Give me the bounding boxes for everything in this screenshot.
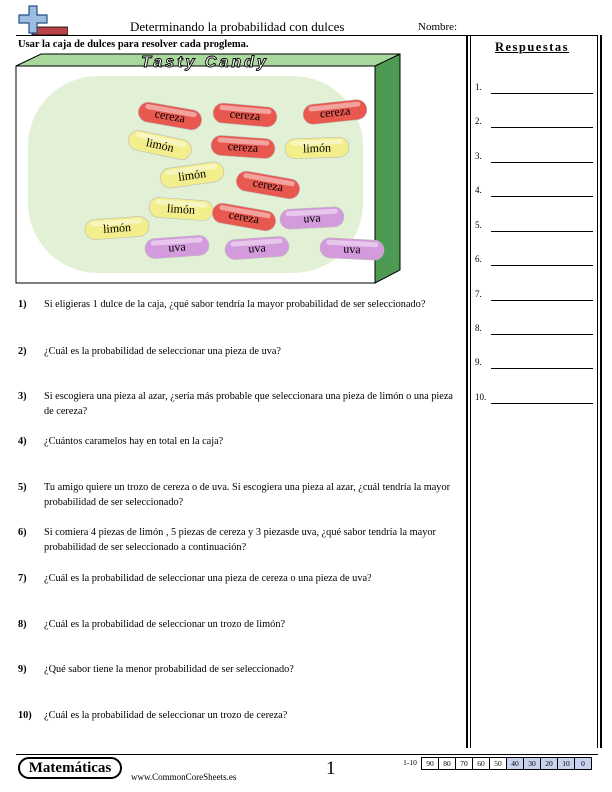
answers-title: Respuestas <box>494 40 570 54</box>
question-text: ¿Qué sabor tiene la menor probabilidad de ser seleccionado? <box>44 664 294 675</box>
question-number: 1) <box>18 299 27 310</box>
answer-line[interactable] <box>475 80 593 94</box>
page-number: 1 <box>326 758 336 779</box>
score-table <box>398 757 592 770</box>
candy-label: cereza <box>227 207 261 227</box>
answer-line[interactable] <box>475 114 593 128</box>
candy-uva <box>224 236 289 260</box>
score-cell: 80 <box>438 757 456 770</box>
answer-line[interactable] <box>475 149 593 163</box>
question-number: 5) <box>18 482 27 493</box>
question-number: 10) <box>18 710 32 721</box>
candy-limon <box>84 216 149 240</box>
question-text: Si escogiera una pieza al azar, ¿sería más probable que seleccionara una pieza de limón o una pieza de cereza? <box>44 391 453 417</box>
website-link[interactable]: www.CommonCoreSheets.es <box>131 772 237 782</box>
answer-blank <box>491 300 593 301</box>
score-cell: 40 <box>506 757 524 770</box>
subject-badge: Matemáticas <box>18 757 122 779</box>
question-number: 9) <box>18 664 27 675</box>
question-text: ¿Cuál es la probabilidad de seleccionar una pieza de cereza o una pieza de uva? <box>44 573 372 584</box>
question-number: 6) <box>18 527 27 538</box>
score-label: 1-10 <box>403 758 417 767</box>
score-cell: 50 <box>489 757 507 770</box>
candy-brand-label: Tasty Candy <box>141 54 269 71</box>
score-cell: 70 <box>455 757 473 770</box>
answer-number: 2. <box>475 116 482 126</box>
candy-label: cereza <box>251 175 285 195</box>
score-cell: 10 <box>557 757 575 770</box>
answer-blank <box>491 334 593 335</box>
answer-line[interactable] <box>475 355 593 369</box>
answer-line[interactable] <box>475 321 593 335</box>
answer-blank <box>491 196 593 197</box>
answer-number: 6. <box>475 254 482 264</box>
answer-number: 3. <box>475 151 482 161</box>
candy-limon <box>148 197 213 221</box>
question-number: 2) <box>18 346 27 357</box>
candy-label: cereza <box>227 138 259 156</box>
candy-uva <box>280 206 345 229</box>
question-text: ¿Cuántos caramelos hay en total en la caja? <box>44 436 224 447</box>
answer-blank <box>491 162 593 163</box>
answer-blank <box>491 368 593 369</box>
candy-cereza <box>210 135 275 159</box>
candy-label: cereza <box>153 106 187 126</box>
answer-line[interactable] <box>475 390 593 404</box>
answer-blank <box>491 93 593 94</box>
instructions: Usar la caja de dulces para resolver cada proglema. <box>18 39 249 50</box>
answer-number: 9. <box>475 357 482 367</box>
name-label: Nombre: <box>418 21 458 33</box>
answer-number: 4. <box>475 185 482 195</box>
question-text: Si comiera 4 piezas de limón , 5 piezas de cereza y 3 piezasde uva, ¿qué sabor tendría la mayor probabilidad de ser seleccionado a continuación? <box>44 527 436 553</box>
question-number: 8) <box>18 619 27 630</box>
question-text: ¿Cuál es la probabilidad de seleccionar un trozo de cereza? <box>44 710 288 721</box>
candy-label: uva <box>342 241 362 257</box>
answer-number: 10. <box>475 392 487 402</box>
worksheet-title: Determinando la probabilidad con dulces <box>130 19 345 34</box>
answer-number: 1. <box>475 82 482 92</box>
question-text: ¿Cuál es la probabilidad de seleccionar un trozo de limón? <box>44 619 286 630</box>
question-text: Si eligieras 1 dulce de la caja, ¿qué sabor tendría la mayor probabilidad de ser seleccionado? <box>44 299 426 310</box>
candy-label: uva <box>302 210 322 226</box>
candy-limon <box>285 137 350 159</box>
score-cell: 20 <box>540 757 558 770</box>
answer-line[interactable] <box>475 218 593 232</box>
score-cell: 90 <box>421 757 439 770</box>
answer-blank <box>491 127 593 128</box>
candy-label: limón <box>302 140 332 156</box>
question-text: ¿Cuál es la probabilidad de seleccionar una pieza de uva? <box>44 346 282 357</box>
question-number: 4) <box>18 436 27 447</box>
candy-label: limón <box>166 201 196 217</box>
score-cell: 60 <box>472 757 490 770</box>
score-cell: 30 <box>523 757 541 770</box>
candy-label: uva <box>247 240 267 256</box>
question-number: 3) <box>18 391 27 402</box>
candy-label: uva <box>167 239 187 255</box>
answer-blank <box>491 231 593 232</box>
answer-blank <box>491 265 593 266</box>
candy-label: limón <box>102 220 132 236</box>
question-text: Tu amigo quiere un trozo de cereza o de uva. Si escogiera una pieza al azar, ¿cuál tendría la mayor probabilidad de ser seleccionado? <box>44 482 451 508</box>
plus-logo-icon <box>16 4 68 36</box>
footer-divider <box>16 754 598 755</box>
candy-label: cereza <box>319 103 351 121</box>
answer-number: 7. <box>475 289 482 299</box>
candy-uva <box>320 237 385 260</box>
answer-line[interactable] <box>475 287 593 301</box>
answer-line[interactable] <box>475 252 593 266</box>
candy-label: cereza <box>229 106 261 124</box>
answer-blank <box>491 403 593 404</box>
answer-number: 8. <box>475 323 482 333</box>
candy-label: limón <box>177 166 207 184</box>
candy-uva <box>144 235 209 259</box>
candy-label: limón <box>144 135 176 155</box>
candy-box-illustration <box>10 50 420 290</box>
question-number: 7) <box>18 573 27 584</box>
answer-number: 5. <box>475 220 482 230</box>
answer-line[interactable] <box>475 183 593 197</box>
score-cell: 0 <box>574 757 592 770</box>
